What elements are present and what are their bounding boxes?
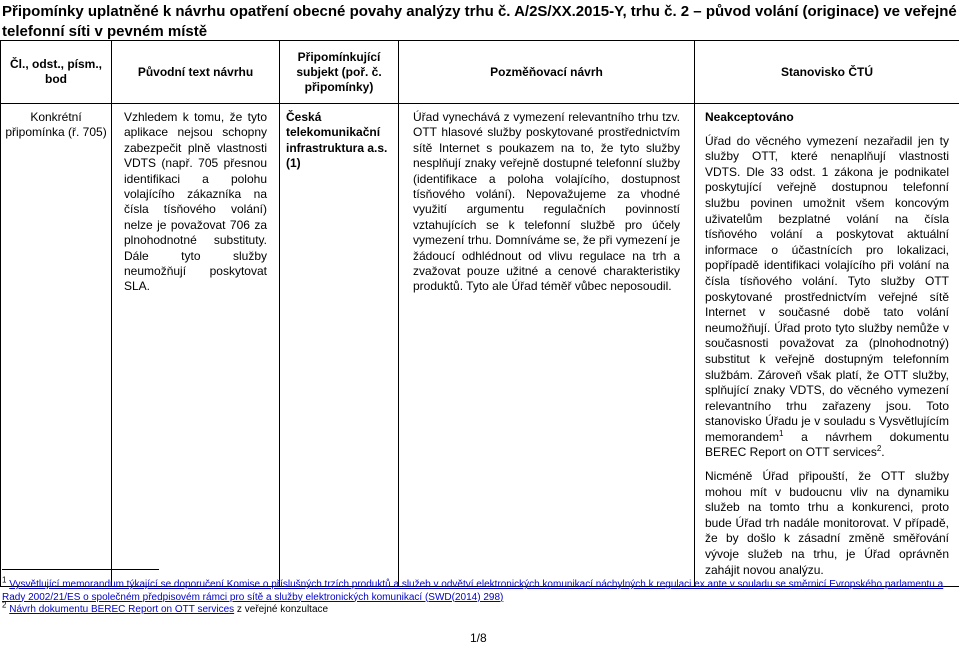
comments-table [0, 40, 959, 587]
page-number: 1/8 [470, 631, 487, 645]
header-original-text: Původní text návrhu [112, 41, 280, 104]
footnote-2-number: 2 [2, 600, 7, 610]
opinion-verdict: Neakceptováno [705, 110, 794, 124]
opinion-paragraph-2: Nicméně Úřad připouští, že OTT služby mohou mít v budoucnu vliv na dynamiku služeb na tomto trhu a konkurenci, proto bude Úřad trh nadále monitorovat. V případě, že by došlo k zásadní změně směřování vývoje služeb na trhu, je Úřad oprávněn zahájit novou analýzu. [705, 469, 949, 577]
opinion-p1-mid: a návrhem dokumentu BEREC Report on OTT services [705, 429, 949, 460]
table-header-row [1, 41, 959, 104]
cell-original-text: Vzhledem k tomu, že tyto aplikace nejsou schopny zabezpečit plně vlastnosti VDTS (např. 705 přesnou identifikaci a polohu volajícího zákazníka na čísla tísňového volání) nelze je považovat 706 za plnohodnotné substituty. Dále tyto služby neumožňují poskytovat SLA. [112, 104, 280, 587]
cell-reference: Konkrétní připomínka (ř. 705) [1, 104, 112, 587]
cell-ctu-opinion [695, 104, 959, 587]
footnote-1-number: 1 [2, 575, 7, 585]
header-amendment-proposal: Pozměňovací návrh [399, 41, 695, 104]
footnotes [2, 575, 957, 617]
footnote-separator [2, 569, 159, 570]
opinion-p1-end: . [881, 445, 885, 460]
footnote-2 [2, 600, 957, 617]
document-title: Připomínky uplatněné k návrhu opatření obecné povahy analýzy trhu č. A/2S/XX.2015-Y, trhu č. 2 – původ volání (originace) ve veřejné telefonní síti v pevném místě [2, 3, 957, 40]
opinion-paragraph-1 [705, 134, 949, 461]
header-ctu-opinion: Stanovisko ČTÚ [695, 41, 959, 104]
header-commenting-subject: Připomínkující subjekt (poř. č. připomínky) [280, 41, 399, 104]
footnote-ref-2: 2 [876, 444, 882, 454]
header-article: Čl., odst., písm., bod [1, 41, 112, 104]
cell-amendment-proposal: Úřad vynechává z vymezení relevantního trhu tzv. OTT hlasové služby poskytované prostřednictvím sítě Internet s poukazem na to, že tyto služby nesplňují znaky veřejně dostupné telefonní služby (identifikace a poloha volajícího, dostupnost tísňového volání). Nepovažujeme za vhodné využití argumentu regulačních povinností vztahujících se k telefonní službě pro účely vymezení trhu. Domníváme se, že při vymezení je žádoucí odhlédnout od vlivu regulace na trh a zvažovat pouze užitné a cenové charakteristiky produktů. Tyto ale Úřad téměř vůbec neposoudil. [399, 104, 695, 587]
table-row [1, 104, 959, 587]
opinion-p1-text: Úřad do věcného vymezení nezařadil jen ty služby OTT, které nenaplňují vlastnosti VDTS. Dle 33 odst. 1 zákona je podnikatel poskytující veřejně dostupnou telefonní službu povinen umožnit všem koncovým uživatelům bezplatné volání na čísla tísňového volání a poskytovat aktuální informace o účastnících pro lokalizaci, popřípadě identifikaci volajícího při volání na čísla tísňového volání. Tyto služby OTT poskytované prostřednictvím veřejné sítě Internet v současné době tato volání neumožňují. Úřad proto tyto služby nemůže v současnosti považovat za (plnohodnotný) substitut k veřejně dostupným telefonním službám. Zároveň však platí, že OTT služby, splňující znaky VDTS, do věcného vymezení relevantního trhu zařazeny jsou. Toto stanovisko Úřadu je v souladu s Vysvětlujícím memorandem [705, 133, 949, 444]
cell-commenting-subject: Česká telekomunikační infrastruktura a.s. (1) [280, 104, 399, 587]
footnote-2-rest: z veřejné konzultace [234, 604, 329, 615]
footnote-1 [2, 575, 957, 604]
footnote-2-link[interactable]: Návrh dokumentu BEREC Report on OTT services [9, 604, 235, 615]
footnote-1-link[interactable]: Vysvětlující memorandum týkající se doporučení Komise o příslušných trzích produktů a služeb v odvětví elektronických komunikací náchylných k regulaci ex ante v souladu se směrnicí Evropského parlamentu a Rady 2002/21/ES o společném předpisovém rámci pro sítě a služby elektronických komunikací (SWD(2014) 298) [2, 579, 944, 603]
footnote-ref-1: 1 [779, 428, 784, 438]
